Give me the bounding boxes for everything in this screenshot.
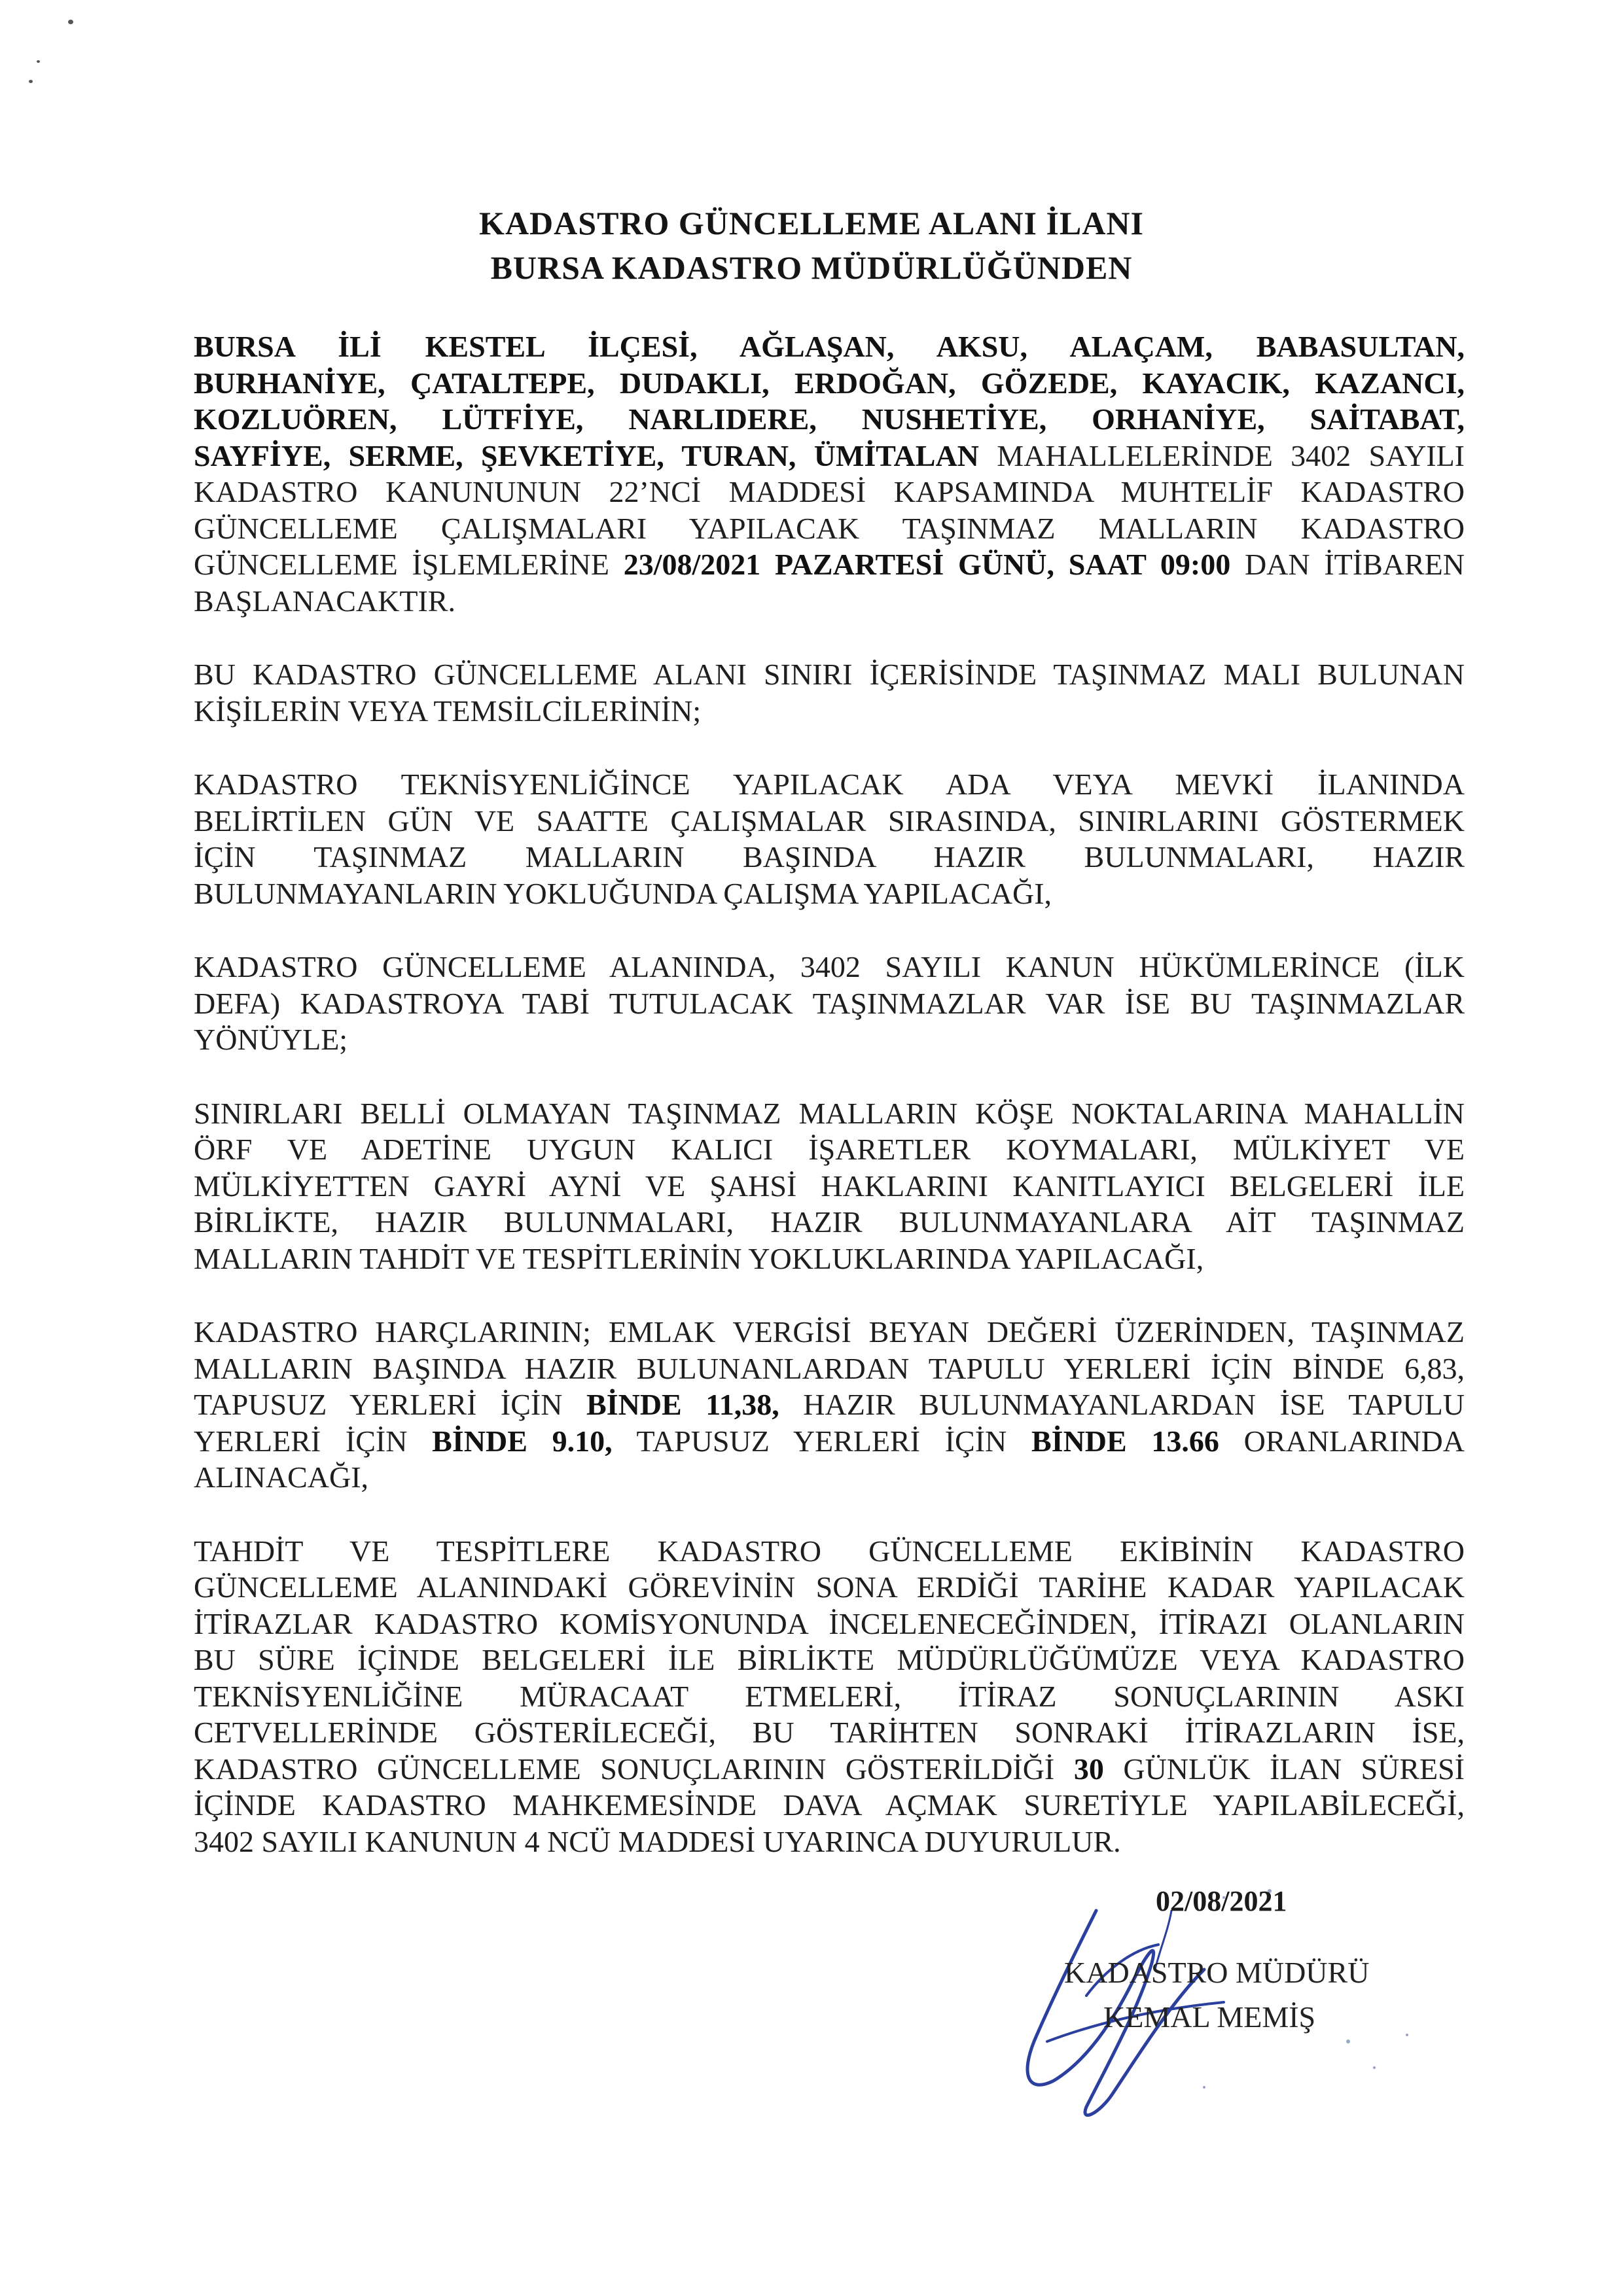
text-line (194, 510, 1465, 547)
text-segment: GÜNCELLEME ALANINDAKİ GÖREVİNİN SONA ERDİĞİ TARİHE KADAR YAPILACAK (194, 1570, 1465, 1604)
text-line (194, 656, 1465, 693)
bold-text-segment: BİNDE 13.66 (1031, 1424, 1219, 1458)
text-line (194, 1787, 1465, 1824)
text-line (194, 839, 1465, 875)
text-line (194, 1241, 1465, 1277)
text-segment: İÇİN TAŞINMAZ MALLARIN BAŞINDA HAZIR BULUNMALARI, HAZIR (194, 840, 1465, 874)
bold-text-segment: SAYFİYE, SERME, ŞEVKETİYE, TURAN, ÜMİTALAN (194, 438, 979, 472)
text-segment: YÖNÜYLE; (194, 1023, 348, 1056)
text-segment: ALINACAĞI, (194, 1460, 369, 1494)
text-segment: 3402 SAYILI KANUNUN 4 NCÜ MADDESİ UYARINCA DUYURULUR. (194, 1824, 1121, 1858)
text-line (194, 328, 1465, 365)
scan-speck (29, 80, 33, 83)
notice-paragraph (194, 1095, 1465, 1277)
text-line (194, 1423, 1465, 1460)
text-segment: TAPUSUZ YERLERİ İÇİN (612, 1424, 1031, 1458)
text-segment: KADASTRO KANUNUNUN 22’NCİ MADDESİ KAPSAMINDA MUHTELİF KADASTRO (194, 475, 1465, 508)
text-segment: BU SÜRE İÇİNDE BELGELERİ İLE BİRLİKTE MÜDÜRLÜĞÜMÜZE VEYA KADASTRO (194, 1643, 1465, 1676)
text-line (194, 1386, 1465, 1423)
text-segment: BULUNMAYANLARIN YOKLUĞUNDA ÇALIŞMA YAPILACAĞI, (194, 876, 1052, 910)
text-line (194, 438, 1465, 474)
notice-body (194, 328, 1465, 1860)
text-segment: MAHALLELERİNDE 3402 SAYILI (978, 438, 1465, 472)
text-segment: KADASTRO GÜNCELLEME SONUÇLARININ GÖSTERİLDİĞİ (194, 1752, 1074, 1786)
notice-paragraph (194, 328, 1465, 619)
text-segment: ORANLARINDA (1219, 1424, 1465, 1458)
text-segment: TEKNİSYENLİĞİNE MÜRACAAT ETMELERİ, İTİRAZ SONUÇLARININ ASKI (194, 1679, 1465, 1713)
text-line (194, 1168, 1465, 1205)
text-segment: MALLARIN TAHDİT VE TESPİTLERİNİN YOKLUKLARINDA YAPILACAĞI, (194, 1241, 1204, 1275)
text-segment: GÜNCELLEME ÇALIŞMALARI YAPILACAK TAŞINMAZ MALLARIN KADASTRO (194, 511, 1465, 545)
bold-text-segment: 23/08/2021 PAZARTESİ GÜNÜ, SAAT 09:00 (623, 548, 1231, 581)
text-line (194, 1021, 1465, 1058)
text-line (194, 1095, 1465, 1132)
text-line (194, 1714, 1465, 1751)
text-line (194, 1751, 1465, 1788)
text-line (194, 1204, 1465, 1241)
text-segment: TAPUSUZ YERLERİ İÇİN (194, 1388, 587, 1421)
text-segment: YERLERİ İÇİN (194, 1424, 433, 1458)
text-line (194, 803, 1465, 839)
bold-text-segment: BİNDE 11,38, (586, 1388, 779, 1421)
text-line (194, 1131, 1465, 1168)
text-segment: KADASTRO TEKNİSYENLİĞİNCE YAPILACAK ADA VEYA MEVKİ İLANINDA (194, 768, 1465, 801)
text-line (194, 1678, 1465, 1715)
text-segment: DEFA) KADASTROYA TABİ TUTULACAK TAŞINMAZLAR VAR İSE BU TAŞINMAZLAR (194, 986, 1465, 1020)
bold-text-segment: BURHANİYE, ÇATALTEPE, DUDAKLI, ERDOĞAN, GÖZEDE, KAYACIK, KAZANCI, (194, 366, 1465, 400)
text-segment: KADASTRO HARÇLARININ; EMLAK VERGİSİ BEYAN DEĞERİ ÜZERİNDEN, TAŞINMAZ (194, 1315, 1465, 1349)
text-segment: BU KADASTRO GÜNCELLEME ALANI SINIRI İÇERİSİNDE TAŞINMAZ MALI BULUNAN (194, 658, 1465, 691)
document-title: KADASTRO GÜNCELLEME ALANI İLANI (479, 205, 1144, 241)
text-segment: SINIRLARI BELLİ OLMAYAN TAŞINMAZ MALLARIN KÖŞE NOKTALARINA MAHALLİN (194, 1096, 1465, 1130)
notice-paragraph (194, 656, 1465, 729)
text-line (194, 875, 1465, 912)
text-segment: KİŞİLERİN VEYA TEMSİLCİLERİNİN; (194, 694, 702, 728)
text-line (194, 1459, 1465, 1496)
text-line (194, 1606, 1465, 1642)
text-segment: İTİRAZLAR KADASTRO KOMİSYONUNDA İNCELENECEĞİNDEN, İTİRAZI OLANLARIN (194, 1606, 1465, 1640)
notice-paragraph (194, 766, 1465, 911)
signature-date: 02/08/2021 (1156, 1885, 1287, 1917)
bold-text-segment: KOZLUÖREN, LÜTFİYE, NARLIDERE, NUSHETİYE, ORHANİYE, SAİTABAT, (194, 402, 1465, 436)
text-line (194, 1314, 1465, 1351)
text-segment: DAN İTİBAREN (1230, 548, 1465, 581)
text-line (194, 1351, 1465, 1387)
text-line (194, 949, 1465, 985)
text-line (194, 766, 1465, 803)
text-segment: MALLARIN BAŞINDA HAZIR BULUNANLARDAN TAPULU YERLERİ İÇİN BİNDE 6,83, (194, 1351, 1465, 1385)
text-line (194, 985, 1465, 1022)
text-segment: TAHDİT VE TESPİTLERE KADASTRO GÜNCELLEME EKİBİNİN KADASTRO (194, 1534, 1465, 1568)
bold-text-segment: BURSA İLİ KESTEL İLÇESİ, AĞLAŞAN, AKSU, ALAÇAM, BABASULTAN, (194, 330, 1465, 363)
text-segment: KADASTRO GÜNCELLEME ALANINDA, 3402 SAYILI KANUN HÜKÜMLERİNCE (İLK (194, 950, 1465, 983)
text-segment: CETVELLERİNDE GÖSTERİLECEĞİ, BU TARİHTEN SONRAKİ İTİRAZLARIN İSE, (194, 1716, 1465, 1749)
text-segment: HAZIR BULUNMAYANLARDAN İSE TAPULU (779, 1388, 1465, 1421)
text-segment: MÜLKİYETTEN GAYRİ AYNİ VE ŞAHSİ HAKLARINI KANITLAYICI BELGELERİ İLE (194, 1169, 1465, 1203)
text-line (194, 1569, 1465, 1606)
text-line (194, 693, 1465, 730)
text-line (194, 365, 1465, 402)
text-segment: BİRLİKTE, HAZIR BULUNMALARI, HAZIR BULUNMAYANLARA AİT TAŞINMAZ (194, 1205, 1465, 1239)
text-segment: GÜNLÜK İLAN SÜRESİ (1103, 1752, 1465, 1786)
notice-paragraph (194, 1314, 1465, 1496)
signature-block (1008, 1871, 1466, 2146)
document-subtitle: BURSA KADASTRO MÜDÜRLÜĞÜNDEN (490, 249, 1133, 286)
text-line (194, 474, 1465, 510)
text-segment: BAŞLANACAKTIR. (194, 584, 455, 618)
text-segment: İÇİNDE KADASTRO MAHKEMESİNDE DAVA AÇMAK SURETİYLE YAPILABİLECEĞİ, (194, 1788, 1465, 1822)
signatory-name: KEMAL MEMİŞ (1103, 2000, 1316, 2034)
bold-text-segment: BİNDE 9.10, (432, 1424, 613, 1458)
scan-speck (37, 60, 40, 63)
text-segment: ÖRF VE ADETİNE UYGUN KALICI İŞARETLER KOYMALARI, MÜLKİYET VE (194, 1133, 1465, 1166)
text-line (194, 401, 1465, 438)
scan-speck (68, 20, 73, 24)
text-line (194, 1824, 1465, 1860)
notice-paragraph (194, 1533, 1465, 1860)
text-line (194, 583, 1465, 620)
bold-text-segment: 30 (1073, 1752, 1104, 1786)
text-line (194, 1533, 1465, 1570)
text-line (194, 1642, 1465, 1678)
text-segment: GÜNCELLEME İŞLEMLERİNE (194, 548, 624, 581)
signatory-role: KADASTRO MÜDÜRÜ (1064, 1956, 1370, 1989)
notice-paragraph (194, 949, 1465, 1058)
text-line (194, 546, 1465, 583)
text-segment: BELİRTİLEN GÜN VE SAATTE ÇALIŞMALAR SIRASINDA, SINIRLARINI GÖSTERMEK (194, 804, 1465, 838)
